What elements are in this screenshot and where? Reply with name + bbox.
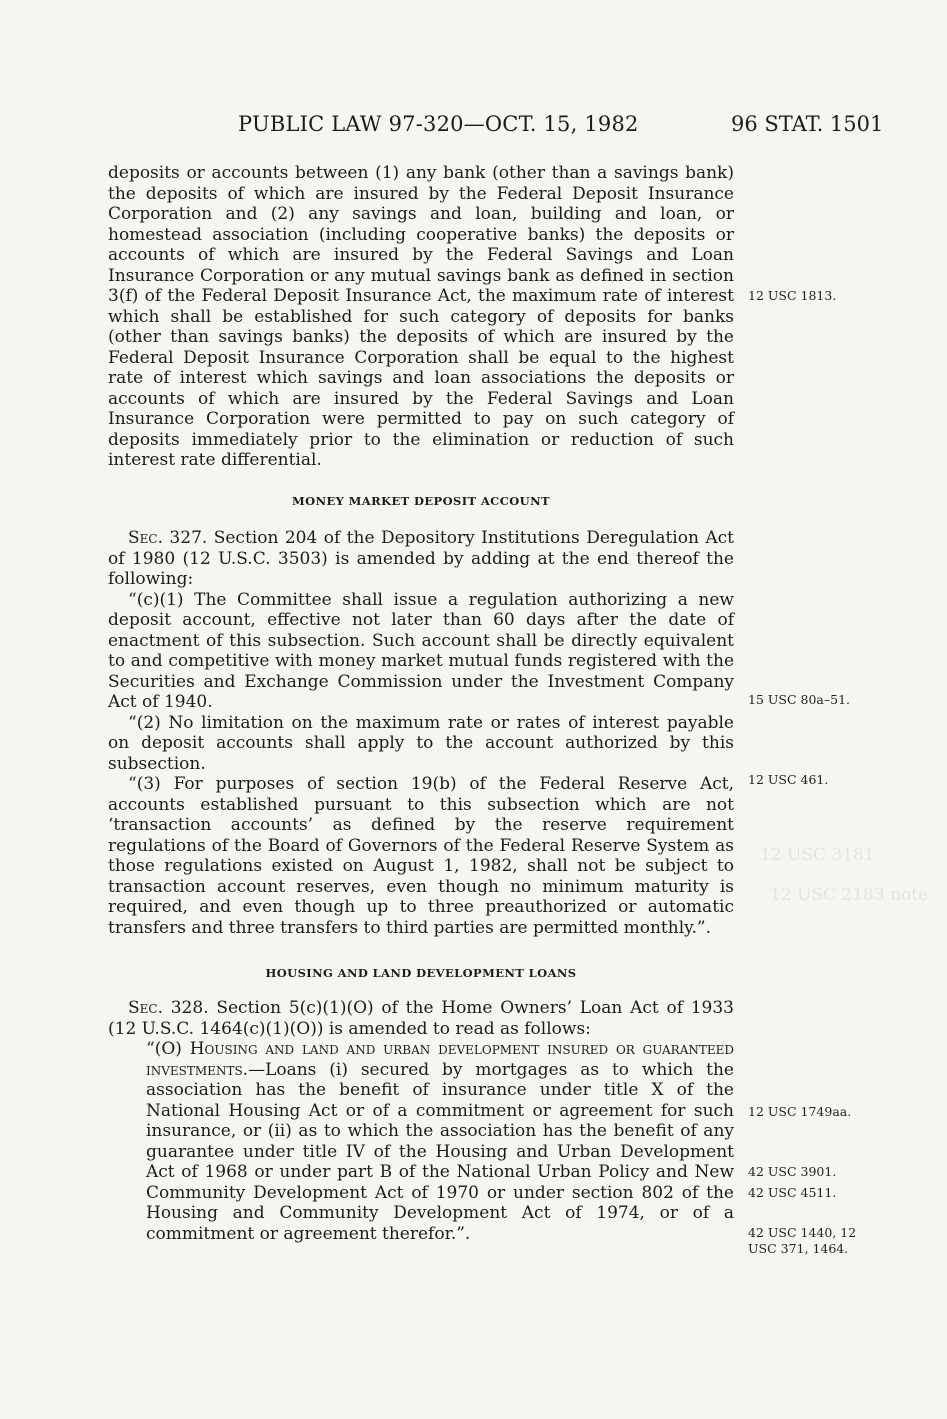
margin-note: 12 USC 461.: [748, 772, 829, 787]
section-328-intro: Sec. 328. Section 5(c)(1)(O) of the Home Owners’ Loan Act of 1933 (12 U.S.C. 1464(c)(1)(O)) is amended to read as follows:: [108, 998, 734, 1039]
statute-page-number: 96 STAT. 1501: [731, 112, 884, 136]
bleed-through-text: 12 USC 2183 note: [770, 885, 929, 905]
margin-note: 12 USC 1813.: [748, 288, 837, 303]
section-327-intro: Sec. 327. Section 204 of the Depository Institutions Deregulation Act of 1980 (12 U.S.C. 3503) is amended by adding at the end thereof the following:: [108, 528, 734, 589]
margin-note: USC 371, 1464.: [748, 1241, 849, 1256]
section-label: Sec.: [128, 998, 163, 1018]
section-327: [108, 528, 734, 938]
subsection-c1: “(c)(1) The Committee shall issue a regulation authorizing a new deposit account, effective not later than 60 days after the date of enactment of this subsection. Such account shall be directly equivalent to and competitive with money market mutual funds registered with the Securities and Exchange Commission under the Investment Company Act of 1940.: [108, 589, 734, 712]
subsection-c3: “(3) For purposes of section 19(b) of the Federal Reserve Act, accounts established pursuant to this subsection which are not ‘transaction accounts’ as defined by the reserve requirement regulations of the Board of Governors of the Federal Reserve System as those regulations existed on August 1, 1982, shall not be subject to transaction account reserves, even though no minimum maturity is required, and even though up to three preauthorized or automatic transfers and three transfers to third parties are permitted monthly.”.: [108, 774, 734, 938]
margin-note: 42 USC 4511.: [748, 1185, 837, 1200]
section-328: [108, 998, 734, 1039]
margin-note: 42 USC 1440, 12: [748, 1225, 857, 1240]
running-header-title: PUBLIC LAW 97-320—OCT. 15, 1982: [238, 112, 639, 136]
margin-note: 12 USC 1749aa.: [748, 1104, 852, 1119]
bleed-through-text: 12 USC 3181: [760, 845, 875, 865]
margin-note: 42 USC 3901.: [748, 1164, 837, 1179]
section-label: Sec.: [128, 528, 163, 548]
subparagraph-caption: Housing and land and urban development insured or guaranteed investments.: [146, 1039, 734, 1080]
margin-note: 15 USC 80a–51.: [748, 692, 851, 707]
subparagraph-o: “(O) Housing and land and urban development insured or guaranteed investments.—Loans (i) secured by mortgages as to which the association has the benefit of insurance under title X of the National Housing Act or of a commitment or agreement for such insurance, or (ii) as to which the association has the benefit of any guarantee under title IV of the Housing and Urban Development Act of 1968 or under part B of the National Urban Policy and New Community Development Act of 1970 or under section 802 of the Housing and Community Development Act of 1974, or of a commitment or agreement therefor.”.: [146, 1039, 734, 1244]
subsection-c2: “(2) No limitation on the maximum rate or rates of interest payable on deposit accounts shall apply to the account authorized by this subsection.: [108, 712, 734, 774]
body-paragraph: deposits or accounts between (1) any bank (other than a savings bank) the deposits of which are insured by the Federal Deposit Insurance Corporation and (2) any savings and loan, building and loan, or homestead association (including cooperative banks) the deposits or accounts of which are insured by the Federal Savings and Loan Insurance Corporation or any mutual savings bank as defined in section 3(f) of the Federal Deposit Insurance Act, the maximum rate of interest which shall be established for such category of deposits for banks (other than savings banks) the deposits of which are insured by the Federal Deposit Insurance Corporation shall be equal to the highest rate of interest which savings and loan associations the deposits or accounts of which are insured by the Federal Savings and Loan Insurance Corporation were permitted to pay on such category of deposits immediately prior to the elimination or reduction of such interest rate differential.: [108, 163, 734, 470]
section-heading-money-market: MONEY MARKET DEPOSIT ACCOUNT: [292, 494, 550, 508]
section-heading-housing-loans: HOUSING AND LAND DEVELOPMENT LOANS: [265, 966, 577, 980]
